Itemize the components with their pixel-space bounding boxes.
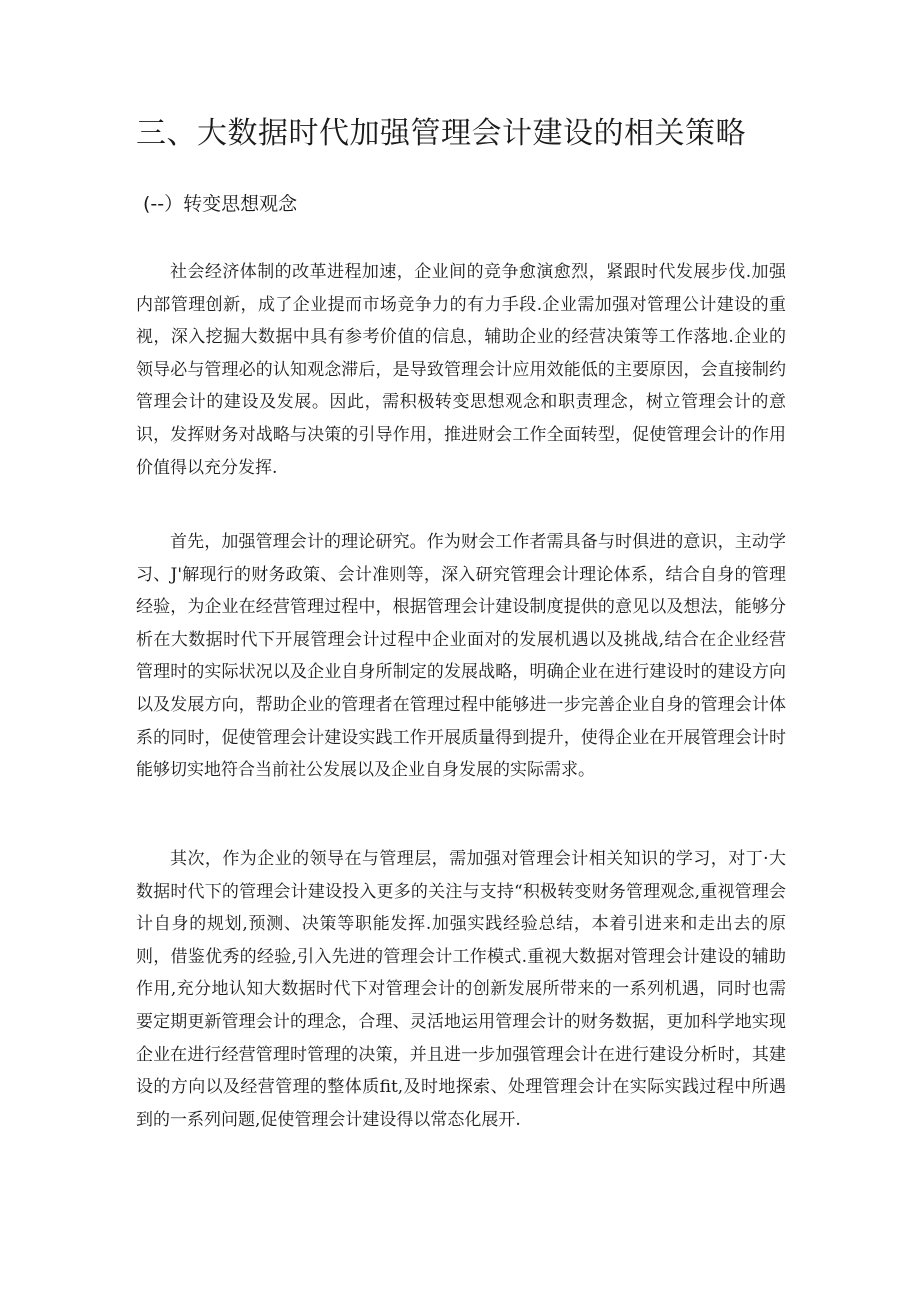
paragraph-2: 首先，加强管理会计的理论研究。作为财会工作者需具备与时俱进的意识，主动学习、J'解现行的财务政策、会计准则等，深入研究管理会计理论体系，结合自身的管理经验，为企业在经营管理过程中，根据管理会计建设制度提供的意见以及想法，能够分析在大数据时代下开展管理会计过程中企业面对的发展机遇以及挑战,结合在企业经营管理时的实际状况以及企业自身所制定的发展战略，明确企业在进行建设时的建设方向以及发展方向，帮助企业的管理者在管理过程中能够进一步完善企业自身的管理会计体系的同时，促使管理会计建设实践工作开展质量得到提升，使得企业在开展管理会计时能够切实地符合当前社公发展以及企业自身发展的实际需求。 <box>136 532 786 781</box>
subsection-title: (--）转变思想观念 <box>143 193 298 215</box>
section-title: 三、大数据时代加强管理会计建设的相关策略 <box>136 116 746 151</box>
paragraph-3: 其次，作为企业的领导在与管理层，需加强对管理会计相关知识的学习，对丁·大数据时代下的管理会计建设投入更多的关注与支持“积极转变财务管理观念,重视管理会计自身的规划,预测、决策等职能发挥.加强实践经验总结，本着引进来和走出去的原则，借鉴优秀的经验,引入先进的管理会计工作模式.重视大数据对管理会计建设的辅助作用,充分地认知大数据时代下对管理会计的创新发展所带来的一系列机遇，同时也需要定期更新管理会计的理念，合理、灵活地运用管理会计的财务数据，更加科学地实现企业在进行经营管理时管理的决策，并且进一步加强管理会计在进行建设分析时，其建设的方向以及经营管理的整体质fit,及时地探索、处理管理会计在实际实践过程中所遇到的一系列问题,促使管理会计建设得以常态化展开. <box>136 849 786 1130</box>
paragraph-1: 社会经济体制的改革进程加速，企业间的竞争愈演愈烈，紧跟时代发展步伐.加强内部管理创新，成了企业提而市场竞争力的有力手段.企业需加强对管理公计建设的重视，深入挖掘大数据中具有参考价值的信息，辅助企业的经营决策等工作落地.企业的领导必与管理必的认知观念滞后，是导致管理会计应用效能低的主要原因，会直接制约管理会计的建设及发展。因此，需积极转变思想观念和职责理念，树立管理会计的意识，发挥财务对战略与决策的引导作用，推进财会工作全面转型，促使管理会计的作用价值得以充分发挥. <box>136 262 786 478</box>
